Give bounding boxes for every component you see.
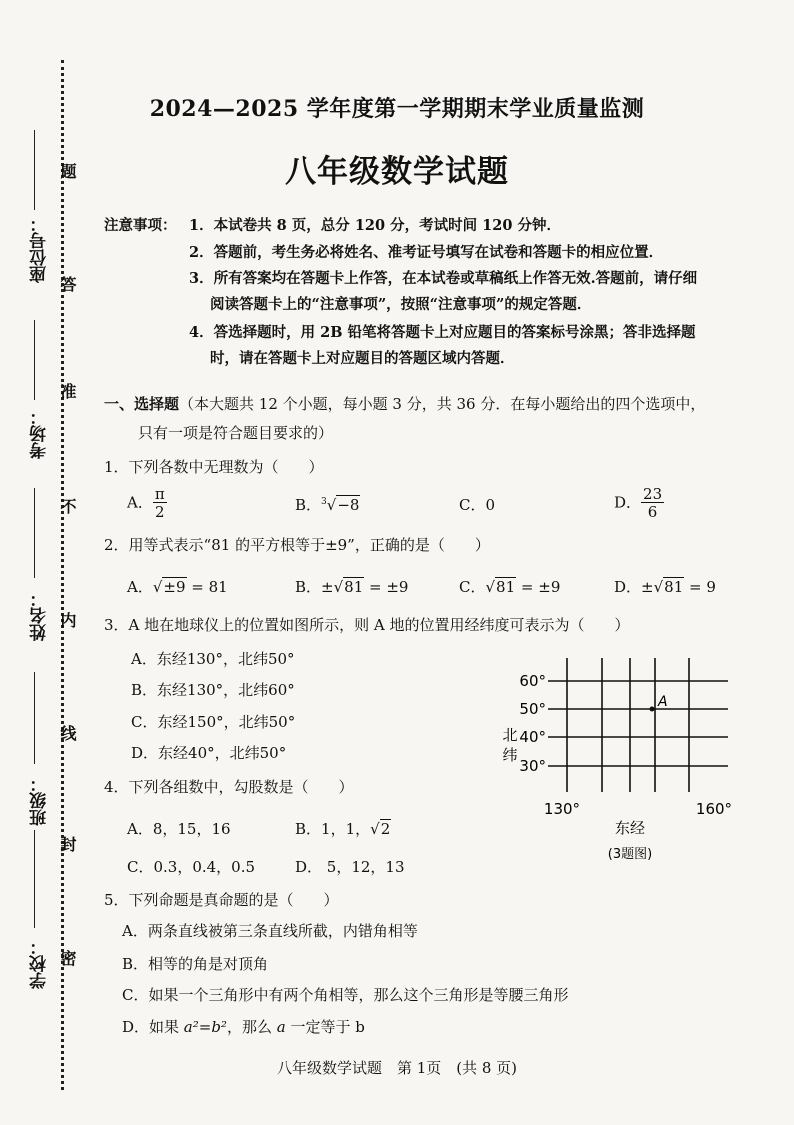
- section-desc: （本大题共 12 个小题，每小题 3 分，共 36 分．在每小题给出的四个选项中，: [179, 395, 706, 413]
- exam-subtitle: 八年级数学试题: [285, 154, 509, 190]
- school-blank: [34, 830, 35, 928]
- q5-stem: 5．下列命题是真命题的是（ ）: [104, 891, 339, 909]
- page-footer: 八年级数学试题 第 1页 (共 8 页): [276, 1059, 518, 1077]
- class-label: 班级：: [30, 775, 50, 826]
- q3-option-d: D．东经40°，北纬50°: [131, 744, 287, 762]
- seat-label: 座位号：: [30, 215, 50, 283]
- q3-option-c: C．东经150°，北纬50°: [131, 713, 296, 731]
- seal-char: 题: [58, 163, 77, 179]
- name-label: 姓名：: [30, 590, 50, 641]
- notice-item: 3．所有答案均在答题卡上作答，在本试卷或草稿纸上作答无效.答题前，请仔细: [189, 270, 698, 287]
- q4-option-d: D． 5，12，13: [295, 858, 405, 876]
- notice-item: 时，请在答题卡上对应题目的答题区域内答题．: [210, 350, 515, 367]
- q5-option-b: B．相等的角是对顶角: [122, 955, 269, 973]
- notice-item: 2．答题前，考生务必将姓名、准考证号填写在试卷和答题卡的相应位置．: [189, 244, 664, 261]
- q5-option-a: A．两条直线被第三条直线所截，内错角相等: [122, 922, 418, 940]
- seal-dotted-line: [61, 60, 64, 1090]
- q3-option-a: A．东经130°，北纬50°: [131, 650, 295, 668]
- name-blank: [34, 488, 35, 578]
- q1-option-c: C．0: [459, 496, 496, 514]
- q5-option-c: C．如果一个三角形中有两个角相等，那么这个三角形是等腰三角形: [122, 986, 569, 1004]
- q1-option-b: B．$^3$√−8: [295, 496, 360, 514]
- q4-option-c: C．0.3，0.4，0.5: [127, 858, 256, 876]
- seal-char: 线: [58, 725, 77, 741]
- q4-option-b: B．1，1，√2: [295, 820, 391, 838]
- seal-char: 密: [58, 950, 77, 966]
- q5-option-d: D．如果 a²=b²，那么 a 一定等于 b: [122, 1018, 365, 1036]
- q2-option-c: C．√81 = ±9: [459, 578, 561, 596]
- figure-caption: (3题图): [607, 847, 653, 862]
- room-blank: [34, 320, 35, 400]
- lat-label: 40°: [519, 728, 546, 746]
- lat-long-grid-figure: [490, 650, 750, 865]
- school-label: 学校：: [30, 938, 50, 989]
- q4-option-a: A．8，15，16: [127, 820, 231, 838]
- section-desc-2: 只有一项是符合题目要求的）: [138, 424, 334, 442]
- room-label: 考场：: [30, 408, 50, 459]
- exam-title: 2024—2025 学年度第一学期期末学业质量监测: [149, 96, 645, 122]
- notice-label: 注意事项：: [104, 217, 177, 234]
- grid-lines: [548, 658, 728, 792]
- q2-stem: 2．用等式表示“81 的平方根等于±9”，正确的是（ ）: [104, 536, 490, 554]
- lat-label: 30°: [519, 757, 546, 775]
- q2-option-b: B．±√81 = ±9: [295, 578, 409, 596]
- seal-char: 内: [58, 612, 77, 628]
- notice-item: 4．答选择题时，用 2B 铅笔将答题卡上对应题目的答案标号涂黑；答非选择题: [189, 324, 696, 341]
- q1-option-d: D． $\frac{23}{6}$: [614, 485, 663, 521]
- lat-label: 50°: [519, 700, 546, 718]
- section-title: 一、选择题: [104, 395, 180, 413]
- class-blank: [34, 672, 35, 764]
- point-a-label: A: [658, 694, 668, 710]
- seal-char: 答: [58, 276, 77, 292]
- point-a-marker: [650, 707, 655, 712]
- q1-option-a: A． $\frac{\pi}{2}$: [127, 485, 165, 521]
- lat-label: 60°: [519, 672, 546, 690]
- notice-item: 1．本试卷共 8 页，总分 120 分，考试时间 120 分钟．: [189, 217, 561, 234]
- notice-item: 阅读答题卡上的“注意事项”，按照“注意事项”的规定答题．: [210, 296, 592, 313]
- q3-option-b: B．东经130°，北纬60°: [131, 681, 295, 699]
- q2-option-d: D．±√81 = 9: [614, 578, 716, 596]
- q4-stem: 4．下列各组数中，勾股数是（ ）: [104, 778, 354, 796]
- axis-y-char: 北: [502, 726, 518, 744]
- lon-label: 130°: [543, 800, 581, 818]
- lon-label: 160°: [695, 800, 733, 818]
- seal-char: 不: [58, 498, 77, 514]
- seal-char: 准: [58, 383, 77, 399]
- axis-y-char: 纬: [502, 746, 518, 764]
- seal-char: 封: [58, 836, 77, 852]
- section-heading: [104, 393, 705, 414]
- q3-stem: 3．A 地在地球仪上的位置如图所示，则 A 地的位置用经纬度可表示为（ ）: [104, 616, 630, 634]
- q1-stem: 1．下列各数中无理数为（ ）: [104, 458, 324, 476]
- q2-option-a: A．√±9 = 81: [127, 578, 228, 596]
- axis-x-label: 东经: [614, 819, 646, 837]
